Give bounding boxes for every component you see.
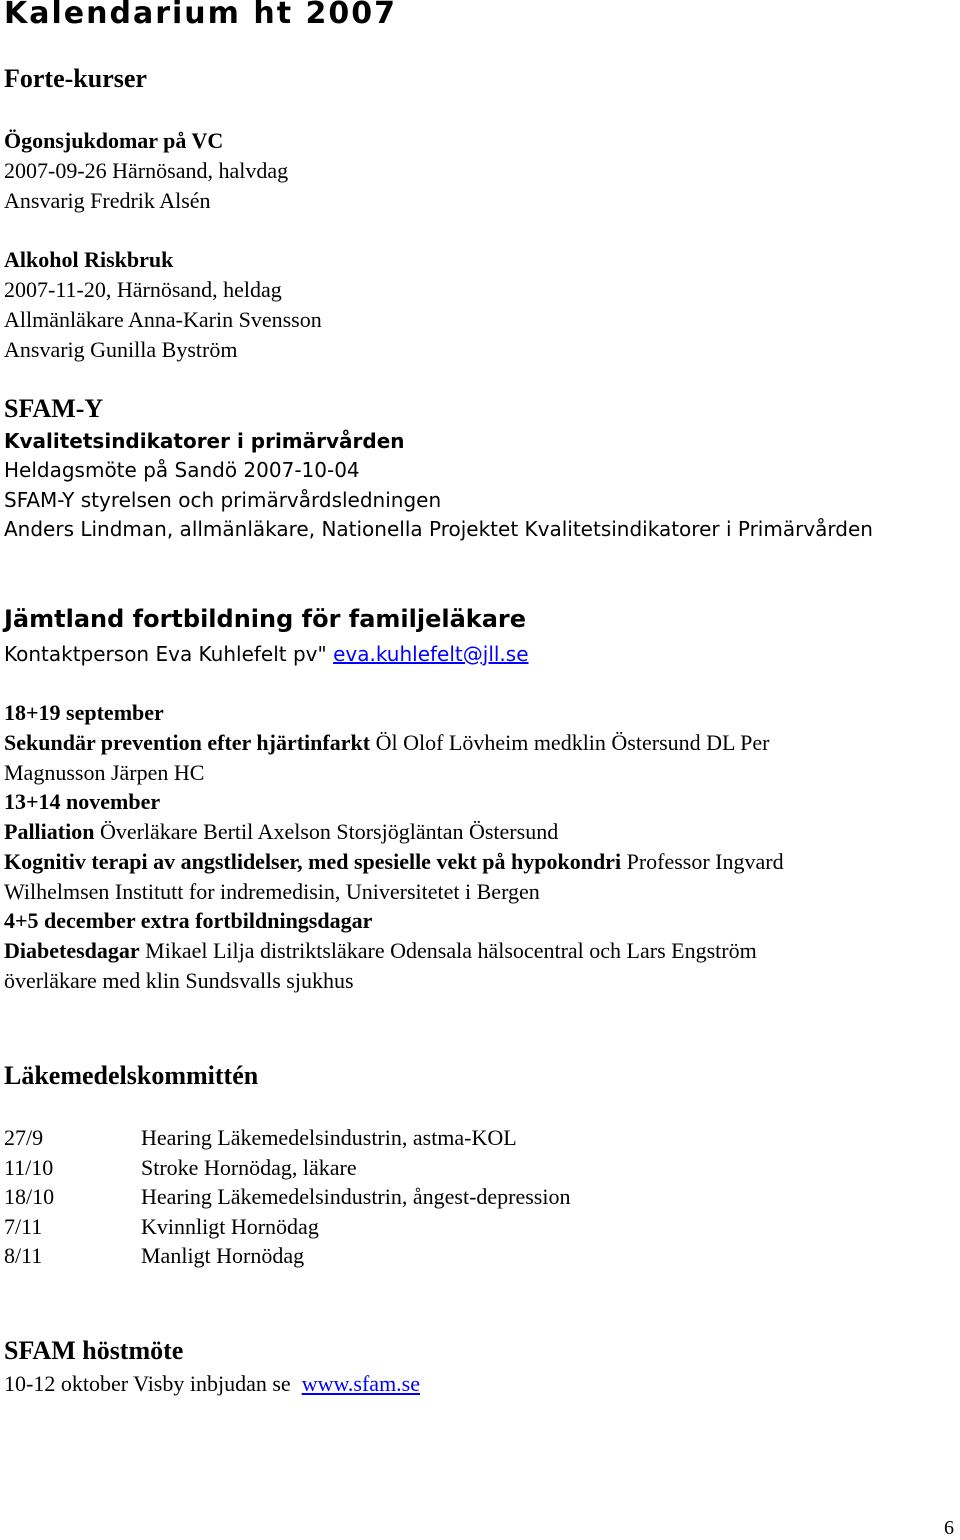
schedule-date: 11/10	[4, 1155, 54, 1180]
event-item-title: Palliation	[4, 819, 95, 844]
event-item-detail: Wilhelmsen Institutt for indremedisin, Universitetet i Bergen	[4, 879, 540, 904]
event-item-detail: Mikael Lilja distriktsläkare Odensala hälsocentral och Lars Engström	[139, 938, 757, 963]
course-detail: Ansvarig Fredrik Alsén	[4, 188, 211, 213]
sfam-website-link[interactable]: www.sfam.se	[301, 1371, 421, 1396]
course-detail: Allmänläkare Anna-Karin Svensson	[4, 307, 322, 332]
schedule-date: 8/11	[4, 1243, 43, 1268]
contact-email-link[interactable]: eva.kuhlefelt@jll.se	[333, 642, 529, 666]
event-item-detail: Öl Olof Lövheim medklin Östersund DL Per	[370, 730, 770, 755]
sfam-line	[4, 1371, 420, 1396]
course-detail: 2007-11-20, Härnösand, heldag	[4, 277, 282, 302]
course-detail: Ansvarig Gunilla Byström	[4, 337, 238, 362]
course-title: Ögonsjukdomar på VC	[4, 128, 224, 153]
sfam-heading: SFAM höstmöte	[4, 1336, 184, 1365]
contact-line	[4, 643, 529, 666]
forte-heading: Forte-kurser	[4, 64, 147, 93]
jamtland-heading: Jämtland fortbildning för familjeläkare	[4, 605, 527, 633]
event-item-title: Kognitiv terapi av angstlidelser, med spesielle vekt på hypokondri	[4, 849, 622, 874]
event-item	[4, 730, 769, 755]
schedule-text: Hearing Läkemedelsindustrin, ångest-depression	[141, 1184, 571, 1209]
schedule-text: Stroke Hornödag, läkare	[141, 1155, 357, 1180]
event-item-title: Diabetesdagar	[4, 938, 140, 963]
event-item	[4, 849, 784, 874]
event-date: 18+19 september	[4, 700, 164, 725]
sfamy-detail: Heldagsmöte på Sandö 2007-10-04	[4, 458, 360, 482]
event-item-detail: Överläkare Bertil Axelson Storsjögläntan Östersund	[94, 819, 559, 844]
lakemedel-heading: Läkemedelskommittén	[4, 1061, 259, 1090]
schedule-date: 18/10	[4, 1184, 55, 1209]
page-title: Kalendarium ht 2007	[4, 0, 397, 31]
event-item-detail: överläkare med klin Sundsvalls sjukhus	[4, 968, 354, 993]
sfamy-detail: SFAM-Y styrelsen och primärvårdsledningen	[4, 488, 442, 512]
sfam-text: 10-12 oktober Visby inbjudan se	[4, 1371, 302, 1396]
course-title: Alkohol Riskbruk	[4, 247, 174, 272]
event-date: 13+14 november	[4, 789, 161, 814]
event-item	[4, 938, 757, 963]
schedule-text: Manligt Hornödag	[141, 1243, 305, 1268]
event-item-detail: Magnusson Järpen HC	[4, 760, 205, 785]
event-date: 4+5 december extra fortbildningsdagar	[4, 908, 373, 933]
sfamy-subheading: Kvalitetsindikatorer i primärvården	[4, 429, 405, 453]
sfamy-heading: SFAM-Y	[4, 394, 104, 423]
schedule-date: 7/11	[4, 1214, 43, 1239]
schedule-text: Kvinnligt Hornödag	[141, 1214, 319, 1239]
sfamy-detail: Anders Lindman, allmänläkare, Nationella Projektet Kvalitetsindikatorer i Primärvården	[4, 517, 873, 541]
schedule-text: Hearing Läkemedelsindustrin, astma-KOL	[141, 1125, 517, 1150]
course-detail: 2007-09-26 Härnösand, halvdag	[4, 158, 289, 183]
page-number: 6	[944, 1517, 954, 1539]
event-item-title: Sekundär prevention efter hjärtinfarkt	[4, 730, 371, 755]
event-item	[4, 819, 558, 844]
schedule-date: 27/9	[4, 1125, 44, 1150]
contact-label: Kontaktperson Eva Kuhlefelt pv"	[4, 642, 334, 666]
event-item-detail: Professor Ingvard	[621, 849, 784, 874]
